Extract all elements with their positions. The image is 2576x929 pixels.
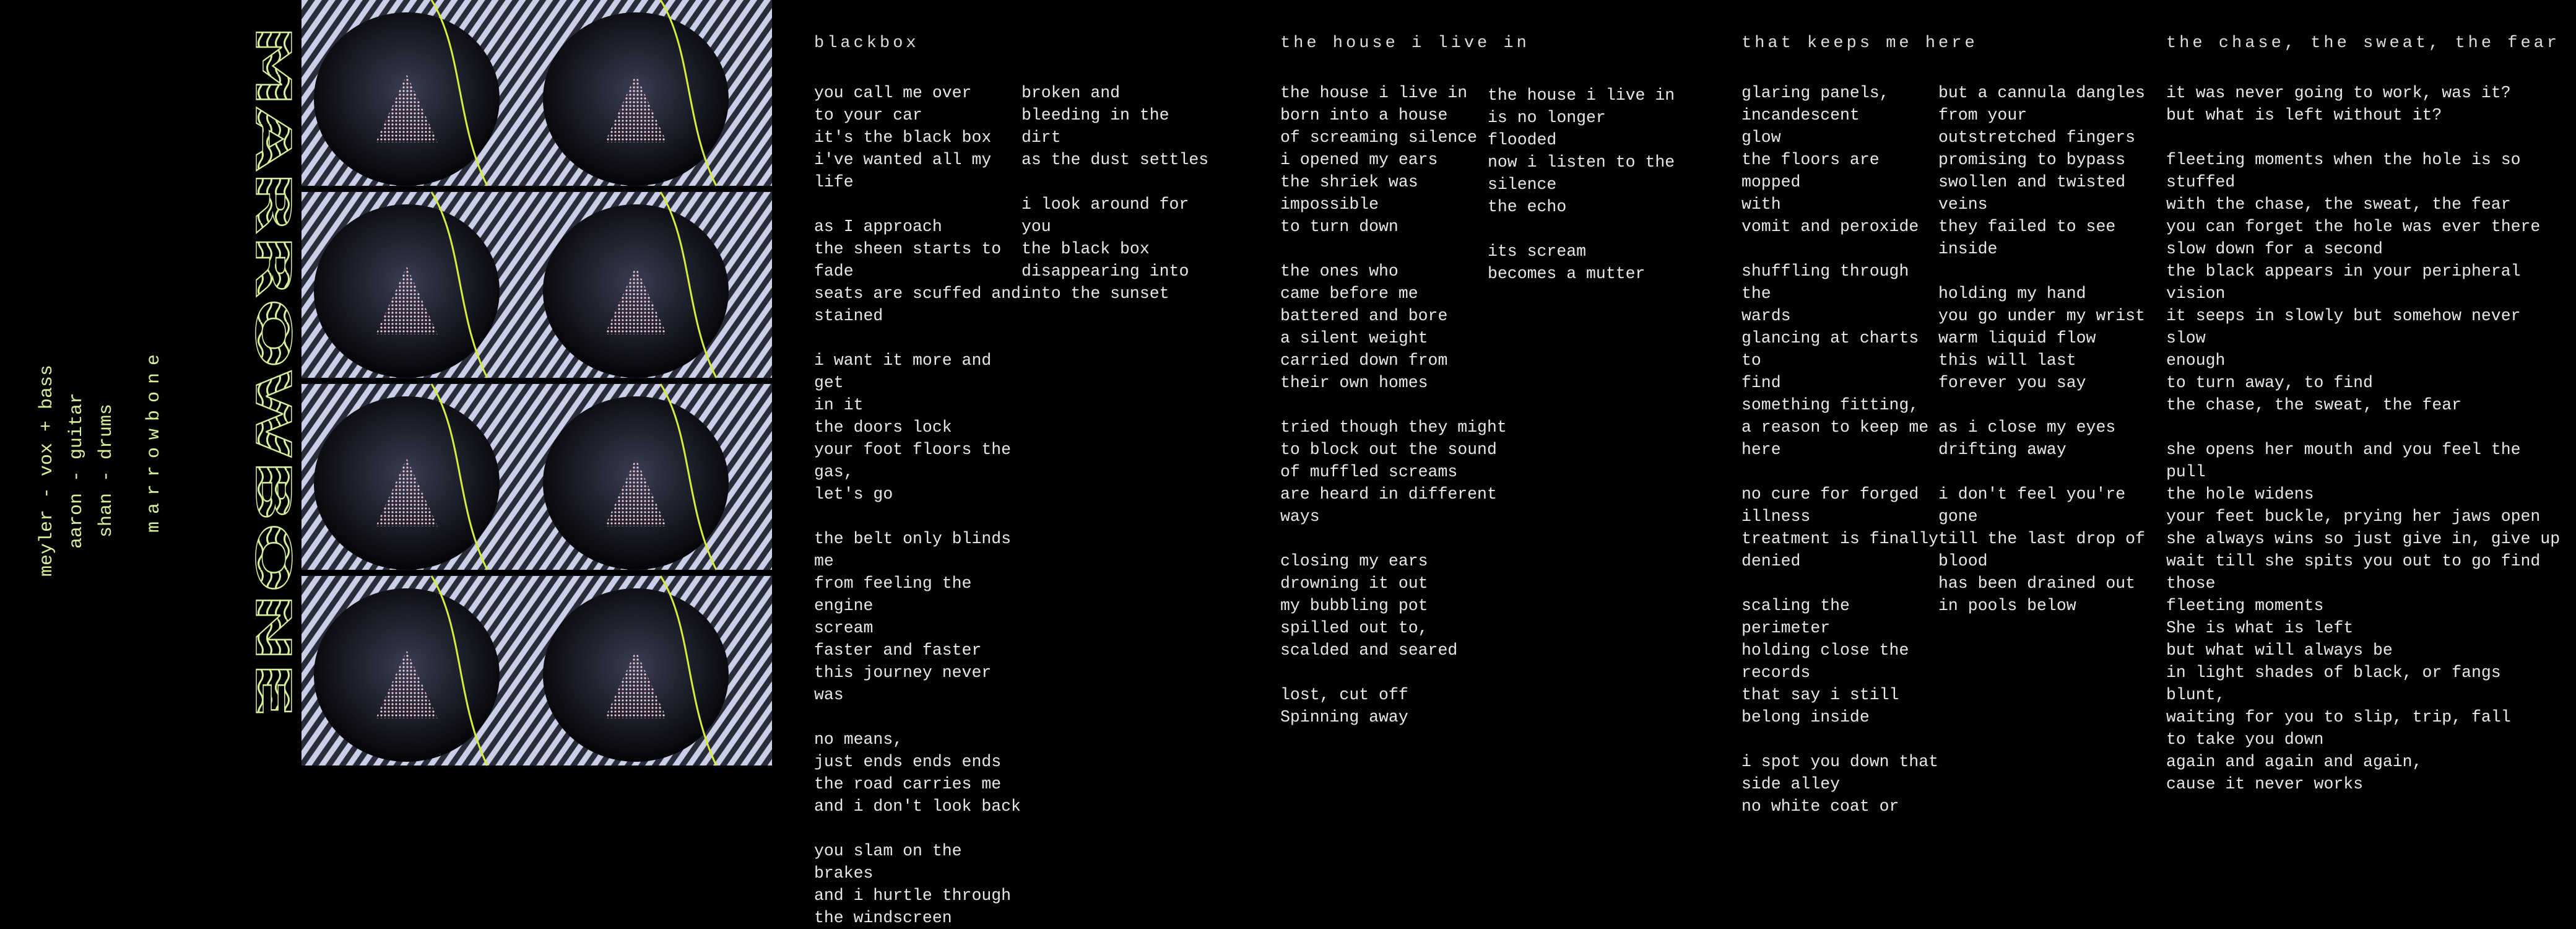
lyric-line: you [1021,217,1051,236]
lyric-line: the doors lock [814,418,952,437]
lyric-line: fleeting moments [2166,596,2324,615]
lyric-line: you can forget the hole was ever there [2166,217,2541,236]
lyric-line: the sheen starts to fade [814,240,1012,281]
lyrics-column-1 [1280,82,1516,728]
lyric-line: as the dust settles [1021,150,1209,169]
lyric-line: your feet buckle, prying her jaws open [2166,507,2541,526]
lyric-line: She is what is left [2166,619,2354,637]
lyric-line: enough [2166,351,2226,370]
lyrics-column-1 [1741,82,1946,818]
lyrics-column-1 [2166,82,2562,795]
lyric-line: bleeding in the [1021,106,1169,124]
band-logo [218,12,300,731]
lyric-line: this will last [1938,351,2076,370]
lyric-line: faster and faster [814,641,982,660]
lyric-line: to turn away, to find [2166,373,2373,392]
lyric-line: warm liquid flow [1938,329,2096,347]
lyrics-column-2 [1938,82,2149,617]
lyric-line [814,193,1025,216]
lyric-line: flooded [1488,131,1557,149]
lyric-line: side alley [1741,775,1841,793]
lyric-line: the echo [1488,198,1567,216]
lyric-line: you call me over [814,84,972,102]
lyric-line: born into a house [1280,106,1448,124]
band-name: marrowbone [144,346,165,533]
lyric-line: swollen and twisted [1938,173,2126,191]
lyric-line: no cure for forged [1741,485,1919,504]
lyric-line: becomes a mutter [1488,264,1646,283]
lyric-line [1741,572,1946,595]
song-blackbox [814,0,1235,927]
song-title: blackbox [814,34,919,53]
lyric-line: slow down for a second [2166,240,2383,258]
lyric-line: scalded and seared [1280,641,1458,660]
lyric-line: outstretched fingers [1938,128,2136,147]
lyric-line: glow [1741,128,1781,147]
lyric-line [814,327,1025,349]
lyric-line [1280,528,1516,550]
lyric-line: of screaming silence [1280,128,1478,147]
lyric-line: into the sunset [1021,284,1169,303]
art-row-3 [301,384,772,570]
song-title: that keeps me here [1741,34,1978,53]
lyric-line: i spot you down that [1741,752,1939,771]
lyric-line: you slam on the brakes [814,842,972,883]
lyric-line: as i close my eyes [1938,418,2116,437]
art-row-2 [301,192,772,378]
lyric-line: i want it more and get [814,351,1002,392]
lyric-line: i've wanted all my life [814,150,1002,191]
lyric-line: and i hurtle through [814,886,1012,905]
lyric-line: battered and bore [1280,307,1448,325]
logo-text: MARROWBONE [245,25,300,430]
lyric-line: a silent weight [1280,329,1428,347]
lyric-line: holding close the [1741,641,1909,660]
lyric-line [1021,171,1232,193]
lyric-line: here [1741,440,1781,459]
lyric-line: from feeling the engine [814,574,982,615]
lyric-line: the house i live in [1488,86,1675,105]
lyric-line: as I approach [814,217,942,236]
lyric-line: with [1741,195,1781,214]
lyric-line: a reason to keep me [1741,418,1929,437]
lyric-line: with the chase, the sweat, the fear [2166,195,2511,214]
lyric-line: broken and [1021,84,1121,102]
lyric-line: no means, [814,730,903,749]
lyric-line: to block out the sound [1280,440,1497,459]
member-meyler: meyler - vox + bass [37,364,58,577]
lyric-line: drifting away [1938,440,2066,459]
lyric-line: it was never going to work, was it? [2166,84,2511,102]
lyric-line: inside [1938,240,1998,258]
lyric-line: in it [814,396,864,414]
lyric-line: fleeting moments when the hole is so [2166,150,2521,169]
lyric-line: something fitting, [1741,396,1919,414]
lyric-line: spilled out to, [1280,619,1428,637]
song-title: the chase, the sweat, the fear [2166,34,2561,53]
lyric-line: holding my hand [1938,284,2086,303]
lyric-line: denied [1741,552,1801,570]
lyric-line: disappearing into [1021,262,1189,281]
lyric-line: that say i still [1741,686,1899,704]
lyric-line: this journey never was [814,663,1002,704]
lyric-line: are heard in different ways [1280,485,1507,526]
lyric-line [1280,394,1516,416]
lyric-line: glaring panels, [1741,84,1889,102]
lyric-line: the windscreen [814,909,952,927]
lyric-line: promising to bypass [1938,150,2126,169]
lyric-line [1488,218,1711,240]
member-shan: shan - drums [96,403,117,538]
lyric-line: no white coat or [1741,797,1899,816]
lyric-line [2166,416,2562,438]
lyric-line: blood [1938,552,1988,570]
lyrics-column-2 [1021,82,1232,305]
lyric-line: now i listen to the [1488,153,1675,172]
song-that-keeps-me-here [1741,0,2156,816]
lyric-line [814,706,1025,728]
lyric-line [1938,260,2149,282]
lyric-line: till the last drop of [1938,530,2145,548]
lyric-line: your foot floors the gas, [814,440,1021,481]
lyric-line: she opens her mouth and you feel the pull [2166,440,2531,481]
spine-panel [0,0,204,765]
art-row-1 [301,0,772,186]
lyric-line: cause it never works [2166,775,2364,793]
lyric-line: Spinning away [1280,708,1408,726]
lyric-line: again and again and again, [2166,752,2422,771]
lyric-line: in light shades of black, or fangs blunt, [2166,663,2511,704]
lyric-line: the black box [1021,240,1150,258]
lyric-line: scream [814,619,874,637]
lyric-line: the house i live in [1280,84,1468,102]
lyric-line: the floors are mopped [1741,150,1889,191]
lyrics-column-1 [814,82,1025,929]
lyric-line: but a cannula dangles [1938,84,2145,102]
song-the-house-i-live-in [1280,0,1714,765]
lyric-line: and i don't look back [814,797,1021,816]
lyric-line: i don't feel you're [1938,485,2126,504]
lyric-line: records [1741,663,1811,682]
lyric-line: the road carries me [814,775,1002,793]
lyric-line [1938,394,2149,416]
lyric-line [1280,238,1516,260]
lyric-line: silence [1488,175,1557,194]
lyric-line [814,818,1025,840]
lyric-line [1741,728,1946,751]
lyric-line: let's go [814,485,893,504]
lyric-line: it's the black box [814,128,992,147]
lyric-line: is no longer [1488,108,1606,127]
lyric-line: my bubbling pot [1280,596,1428,615]
lyric-line: the hole widens [2166,485,2314,504]
lyric-line: tried though they might [1280,418,1507,437]
lyrics-column-2 [1488,84,1711,285]
lyric-line: stuffed [2166,173,2236,191]
lyric-line: the black appears in your peripheral [2166,262,2521,281]
lyric-line: closing my ears [1280,552,1428,570]
lyric-line [2166,126,2562,149]
cover-artwork [301,0,772,765]
lyric-line: shuffling through the [1741,262,1919,303]
lyric-line: to take you down [2166,730,2324,749]
lyric-line: stained [814,307,883,325]
lyric-line: i opened my ears [1280,150,1438,169]
lyric-line: their own homes [1280,373,1428,392]
lyric-line: the belt only blinds me [814,530,1021,570]
lyric-line: veins [1938,195,1988,214]
lyric-line: you go under my wrist [1938,307,2145,325]
lyric-line: drowning it out [1280,574,1428,593]
lyric-line [814,505,1025,528]
artwork-collage [301,0,772,765]
lyric-line: seats are scuffed and [814,284,1021,303]
lyric-line: find [1741,373,1781,392]
lyric-line: vomit and peroxide [1741,217,1919,236]
lyric-line [1280,661,1516,684]
lyric-line: of muffled screams [1280,463,1458,481]
lyric-line: they failed to see [1938,217,2116,236]
lyric-line: has been drained out [1938,574,2136,593]
lyric-line: carried down from [1280,351,1448,370]
lyric-line [1741,461,1946,483]
lyric-line: wards [1741,307,1791,325]
lyric-line: the shriek was [1280,173,1418,191]
lyric-line: glancing at charts to [1741,329,1929,370]
lyric-line: the ones who [1280,262,1399,281]
lyric-line: she always wins so just give in, give up [2166,530,2561,548]
lyric-line: to turn down [1280,217,1399,236]
art-row-4 [301,576,772,765]
song-title: the house i live in [1280,34,1530,53]
lyric-line: but what will always be [2166,641,2393,660]
lyric-line: scaling the perimeter [1741,596,1860,637]
lyric-line [1938,461,2149,483]
lyric-line: to your car [814,106,922,124]
lyric-line: treatment is finally [1741,530,1939,548]
lyric-line: incandescent [1741,106,1860,124]
lyric-line: illness [1741,507,1811,526]
lyric-line: but what is left without it? [2166,106,2442,124]
lyric-line: from your [1938,106,2027,124]
members-list [32,223,121,718]
member-aaron: aaron - guitar [66,392,87,549]
lyric-line: the chase, the sweat, the fear [2166,396,2462,414]
song-the-chase-the-sweat-the-fear [2166,0,2562,793]
lyric-line: in pools below [1938,596,2076,615]
lyric-line: dirt [1021,128,1061,147]
lyric-line: it seeps in slowly but somehow never slow [2166,307,2531,347]
lyric-line: belong inside [1741,708,1870,726]
lyric-line: just ends ends ends [814,752,1002,771]
lyric-line: wait till she spits you out to go find those [2166,552,2551,593]
lyric-line: its scream [1488,242,1587,261]
lyric-line: gone [1938,507,1978,526]
lyric-line: i look around for [1021,195,1189,214]
lyric-line: forever you say [1938,373,2086,392]
lyric-line: waiting for you to slip, trip, fall [2166,708,2511,726]
lyric-line: came before me [1280,284,1418,303]
lyric-line: lost, cut off [1280,686,1408,704]
lyric-line [1741,238,1946,260]
lyric-line: vision [2166,284,2226,303]
lyric-line: impossible [1280,195,1379,214]
